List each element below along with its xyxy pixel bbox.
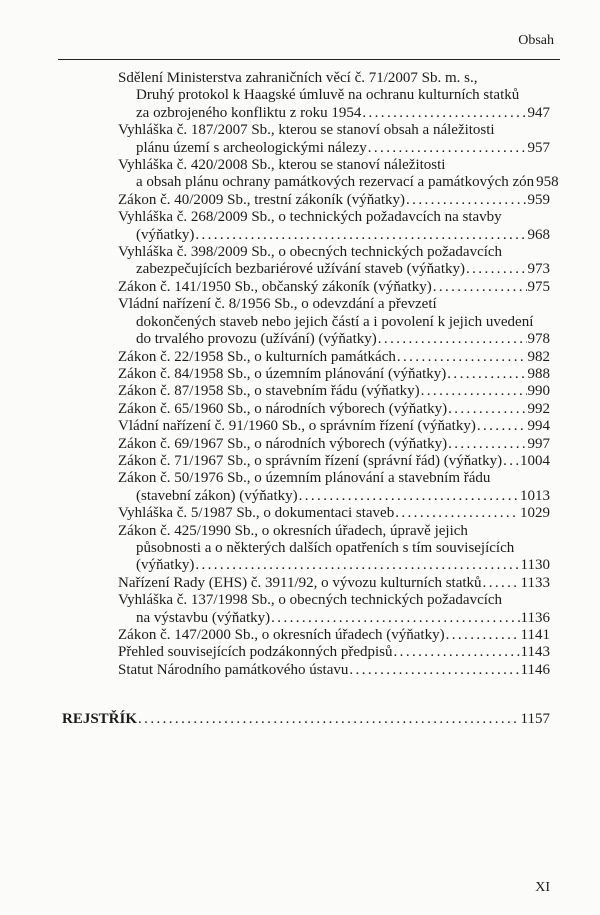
toc-entry[interactable] <box>118 470 550 505</box>
toc-entry[interactable] <box>118 366 550 383</box>
entry-title-line <box>118 627 550 644</box>
entry-text: Vyhláška č. 187/2007 Sb., kterou se stanoví obsah a náležitosti <box>118 122 495 139</box>
entry-page: 947 <box>527 104 550 121</box>
entry-title-line <box>118 436 550 453</box>
register-page: 1157 <box>520 711 550 727</box>
leader-dots <box>368 140 527 157</box>
entry-title-line <box>118 470 550 487</box>
leader-dots <box>394 644 520 661</box>
entry-text: (výňatky) <box>136 557 195 574</box>
toc-entry[interactable] <box>118 157 559 192</box>
register-label: REJSTŘÍK <box>62 711 138 727</box>
entry-text: Přehled souvisejících podzákonných předpisů <box>118 644 393 661</box>
entry-text: Zákon č. 69/1967 Sb., o národních výborech (výňatky) <box>118 435 448 452</box>
toc-entry-register[interactable] <box>62 711 550 728</box>
toc-entry[interactable] <box>118 505 550 522</box>
entry-text: na výstavbu (výňatky) <box>136 609 271 626</box>
entry-continuation-line <box>118 227 550 244</box>
entry-text: Zákon č. 87/1958 Sb., o stavebním řádu (výňatky) <box>118 383 420 400</box>
toc-entry[interactable] <box>118 383 550 400</box>
entry-title-line <box>118 662 550 679</box>
entry-page: 968 <box>527 226 550 243</box>
leader-dots <box>433 279 527 296</box>
leader-dots <box>446 627 520 644</box>
entry-page: 1143 <box>520 644 550 661</box>
entry-page: 982 <box>527 348 550 365</box>
entry-text: Zákon č. 147/2000 Sb., o okresních úřadech (výňatky) <box>118 627 445 643</box>
toc-entry[interactable] <box>118 627 550 644</box>
entry-title-line <box>118 279 550 296</box>
entry-text: působnosti a o některých dalších opatřeních s tím souvisejících <box>136 539 515 556</box>
entry-continuation-line <box>118 314 550 331</box>
entry-text: Zákon č. 84/1958 Sb., o územním plánování (výňatky) <box>118 365 447 382</box>
leader-dots <box>138 711 520 728</box>
entry-page: 1013 <box>520 487 550 504</box>
entry-title-line <box>118 366 550 383</box>
toc-entry[interactable] <box>118 662 550 679</box>
toc-entry[interactable] <box>118 279 550 296</box>
entry-text: Nařízení Rady (EHS) č. 3911/92, o vývozu kulturních statků <box>118 574 482 591</box>
leader-dots <box>299 488 519 505</box>
header-rule <box>58 59 560 60</box>
entry-continuation-line <box>118 261 550 278</box>
entry-title-line <box>118 523 550 540</box>
leader-dots <box>421 383 527 400</box>
entry-title-line <box>118 296 550 313</box>
entry-text: Statut Národního památkového ústavu <box>118 661 349 678</box>
toc-entry[interactable] <box>118 192 550 209</box>
entry-title-line <box>118 453 550 470</box>
toc-entry[interactable] <box>118 70 550 122</box>
entry-page: 1136 <box>520 609 550 626</box>
entry-title-line <box>118 244 550 261</box>
entry-title-line <box>118 349 550 366</box>
entry-text: (stavební zákon) (výňatky) <box>136 487 298 504</box>
entry-title-line <box>118 70 550 87</box>
leader-dots <box>195 227 526 244</box>
entry-continuation-line <box>118 140 550 157</box>
entry-text: Zákon č. 425/1990 Sb., o okresních úřadech, úpravě jejich <box>118 522 468 539</box>
entry-title-line <box>118 383 550 400</box>
leader-dots <box>349 662 519 679</box>
leader-dots <box>448 436 526 453</box>
entry-title-line <box>118 192 550 209</box>
entry-text: do trvalého provozu (užívání) (výňatky) <box>136 331 377 348</box>
entry-page: 997 <box>527 435 550 452</box>
leader-dots <box>466 261 527 278</box>
entry-text: Vyhláška č. 137/1998 Sb., o obecných technických požadavcích <box>118 592 503 609</box>
entry-text: Zákon č. 50/1976 Sb., o územním plánování a stavebním řádu <box>118 470 491 487</box>
toc-entry[interactable] <box>118 523 550 575</box>
entry-page: 1141 <box>520 627 550 643</box>
entry-page: 978 <box>527 331 550 348</box>
entry-continuation-line <box>118 540 550 557</box>
entry-text: Vládní nařízení č. 91/1960 Sb., o správním řízení (výňatky) <box>118 418 476 435</box>
entry-text: zabezpečujících bezbariérové užívání staveb (výňatky) <box>136 261 465 278</box>
leader-dots <box>395 505 519 522</box>
entry-page: 973 <box>527 261 550 278</box>
entry-title-line <box>118 505 550 522</box>
entry-text: Zákon č. 22/1958 Sb., o kulturních památkách <box>118 348 396 365</box>
entry-continuation-line <box>118 610 550 627</box>
table-of-contents <box>118 70 559 679</box>
entry-page: 1029 <box>520 505 550 522</box>
entry-text: Vyhláška č. 5/1987 Sb., o dokumentaci staveb <box>118 505 395 522</box>
entry-page: 959 <box>527 191 550 208</box>
leader-dots <box>378 331 527 348</box>
leader-dots <box>447 366 526 383</box>
toc-entry[interactable] <box>118 401 550 418</box>
entry-title-line <box>118 209 550 226</box>
toc-entry[interactable] <box>118 436 550 453</box>
entry-text: plánu území s archeologickými nálezy <box>136 139 367 156</box>
running-header: Obsah <box>518 33 554 48</box>
leader-dots <box>483 575 520 592</box>
page-number: XI <box>535 880 550 895</box>
entry-text: Vyhláška č. 420/2008 Sb., kterou se stanoví náležitosti <box>118 157 446 174</box>
entry-text: Zákon č. 65/1960 Sb., o národních výborech (výňatky) <box>118 400 448 417</box>
leader-dots <box>448 401 526 418</box>
entry-text: Zákon č. 40/2009 Sb., trestní zákoník (výňatky) <box>118 191 406 208</box>
entry-title-line <box>118 418 550 435</box>
entry-page: 988 <box>527 365 550 382</box>
entry-page: 957 <box>527 139 550 156</box>
entry-title-line <box>118 644 550 661</box>
entry-continuation-line <box>118 174 559 191</box>
entry-text: za ozbrojeného konfliktu z roku 1954 <box>136 104 362 121</box>
leader-dots <box>477 418 527 435</box>
entry-text: dokončených staveb nebo jejich částí a i povolení k jejich uvedení <box>136 313 534 330</box>
entry-text: a obsah plánu ochrany památkových rezervací a památkových zón <box>136 174 535 191</box>
entry-page: 975 <box>527 278 550 295</box>
entry-page: 1130 <box>520 557 550 574</box>
entry-text: Vyhláška č. 268/2009 Sb., o technických požadavcích na stavby <box>118 209 502 226</box>
entry-title-line <box>118 575 550 592</box>
leader-dots <box>195 557 519 574</box>
entry-text: (výňatky) <box>136 226 195 243</box>
entry-title-line <box>118 401 550 418</box>
entry-text: Sdělení Ministerstva zahraničních věcí č. 71/2007 Sb. m. s., <box>118 70 478 86</box>
toc-entry[interactable] <box>118 453 550 470</box>
toc-entry[interactable] <box>118 209 550 244</box>
entry-text: Vyhláška č. 398/2009 Sb., o obecných technických požadavcích <box>118 244 503 261</box>
toc-entry[interactable] <box>118 644 550 661</box>
toc-entry[interactable] <box>118 244 550 279</box>
entry-text: Vládní nařízení č. 8/1956 Sb., o odevzdání a převzetí <box>118 296 437 313</box>
entry-page: 990 <box>527 383 550 400</box>
entry-continuation-line <box>118 331 550 348</box>
entry-continuation-line <box>118 105 550 122</box>
entry-page: 992 <box>527 400 550 417</box>
entry-continuation-line <box>118 488 550 505</box>
entry-page: 958 <box>536 174 559 191</box>
leader-dots <box>397 349 527 366</box>
entry-title-line <box>118 592 550 609</box>
toc-entry[interactable] <box>118 575 550 592</box>
entry-text: Zákon č. 71/1967 Sb., o správním řízení (správní řád) (výňatky) <box>118 452 503 469</box>
toc-entry[interactable] <box>118 296 550 348</box>
entry-text: Druhý protokol k Haagské úmluvě na ochranu kulturních statků <box>136 87 520 104</box>
entry-text: Zákon č. 141/1950 Sb., občanský zákoník (výňatky) <box>118 278 432 295</box>
toc-entry[interactable] <box>118 418 550 435</box>
leader-dots <box>271 610 519 627</box>
entry-title-line <box>118 122 550 139</box>
entry-continuation-line <box>118 557 550 574</box>
entry-page: 994 <box>527 418 550 435</box>
toc-entry[interactable] <box>118 122 550 157</box>
entry-page: 1133 <box>520 574 550 591</box>
entry-continuation-line <box>118 87 550 104</box>
toc-entry[interactable] <box>118 592 550 627</box>
entry-title-line <box>118 157 550 174</box>
leader-dots <box>362 105 526 122</box>
toc-entry[interactable] <box>118 349 550 366</box>
leader-dots <box>406 192 526 209</box>
entry-page: 1004 <box>520 452 550 469</box>
leader-dots <box>503 453 519 470</box>
entry-page: 1146 <box>520 661 550 678</box>
